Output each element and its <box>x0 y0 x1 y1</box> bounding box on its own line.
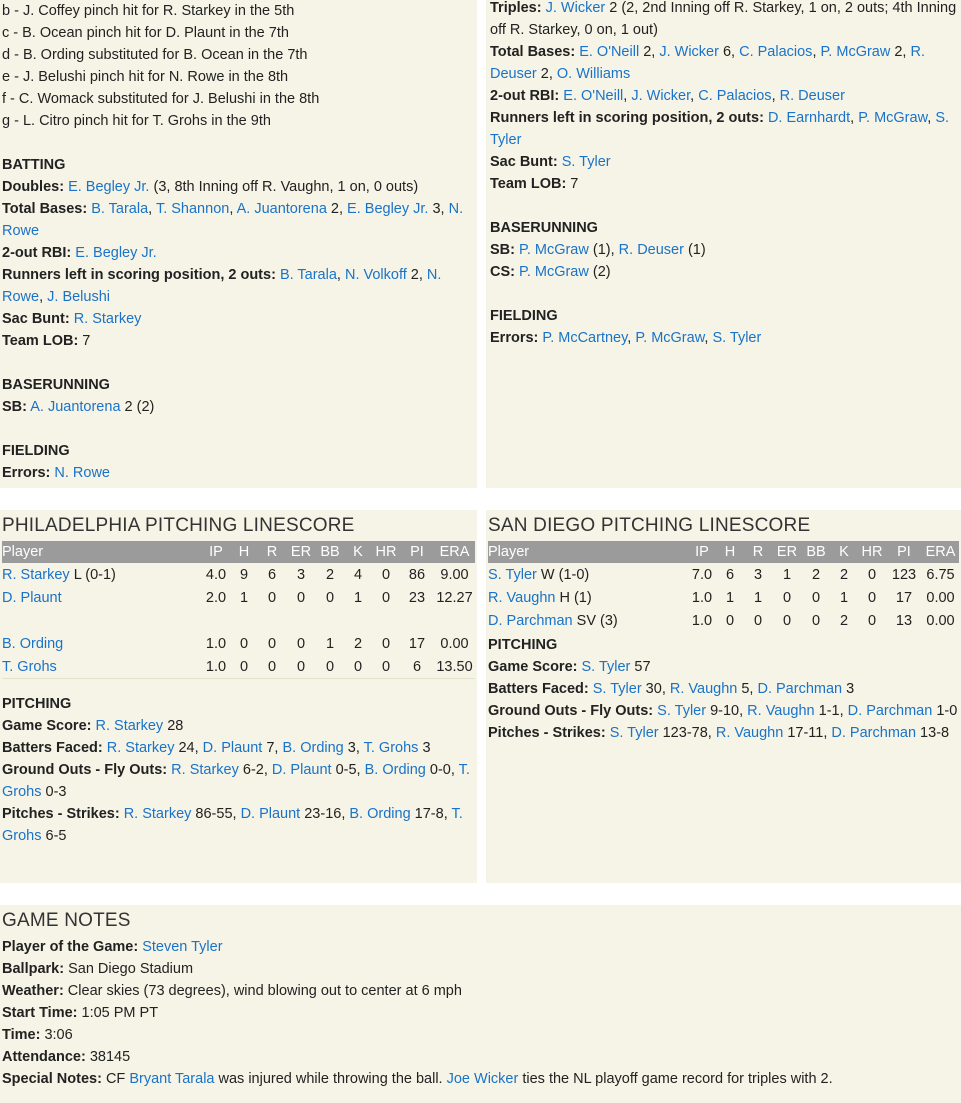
player-link[interactable]: N. Rowe <box>2 267 442 305</box>
table-header-row <box>488 541 959 563</box>
time-line: Time: 3:06 <box>2 1027 73 1043</box>
san-diego-pitching-linescore <box>486 510 961 883</box>
pitcher-link[interactable]: R. Starkey <box>2 566 70 583</box>
table-row: B. Ording 1.0 0 0 0 1 2 0 17 0.00 <box>2 635 469 652</box>
sac-bunt-line: Sac Bunt: S. Tyler <box>490 154 611 170</box>
table-row: D. Plaunt 2.0 1 0 0 0 1 0 23 12.27 <box>2 589 473 606</box>
player-link[interactable]: E. Begley Jr. <box>75 245 157 261</box>
sub-note: c - B. Ocean pinch hit for D. Plaunt in the 7th <box>2 25 289 41</box>
col-header: R <box>744 541 772 563</box>
start-time-line: Start Time: 1:05 PM PT <box>2 1005 159 1021</box>
sb-line: SB: A. Juantorena 2 (2) <box>2 399 155 415</box>
pitching-heading: PITCHING <box>488 637 558 653</box>
sub-note: d - B. Ording substituted for B. Ocean in the 7th <box>2 47 308 63</box>
player-link[interactable]: C. Palacios <box>739 44 813 60</box>
player-link[interactable]: T. Grohs <box>363 740 419 756</box>
player-link[interactable]: Steven Tyler <box>142 939 223 955</box>
team-lob-line: Team LOB: 7 <box>2 333 91 349</box>
col-header: H <box>230 541 258 563</box>
special-notes-line: Special Notes: CF Bryant Tarala was injured while throwing the ball. Joe Wicker ties the NL playoff game record for triples with 2. <box>2 1071 833 1087</box>
player-link[interactable]: Joe Wicker <box>446 1071 519 1087</box>
pitching-heading: PITCHING <box>2 696 72 712</box>
player-link[interactable]: O. Williams <box>556 66 631 82</box>
table-row: S. Tyler W (1-0) 7.0 6 3 1 2 2 0 123 6.75 <box>488 566 955 583</box>
section-title: PHILADELPHIA PITCHING LINESCORE <box>2 515 355 536</box>
player-link[interactable]: B. Ording <box>349 806 411 822</box>
batters-faced-line: Batters Faced: S. Tyler 30, R. Vaughn 5, D. Parchman 3 <box>488 681 855 697</box>
player-link[interactable]: R. Vaughn <box>715 725 784 741</box>
player-link[interactable]: P. McGraw <box>519 242 589 258</box>
game-score-line: Game Score: R. Starkey 28 <box>2 718 184 734</box>
pitches-strikes-line: Pitches - Strikes: S. Tyler 123-78, R. Vaughn 17-11, D. Parchman 13-8 <box>488 725 950 741</box>
san-diego-box-notes <box>486 0 961 488</box>
player-link[interactable]: P. McGraw <box>635 330 705 346</box>
player-link[interactable]: B. Tarala <box>91 201 149 217</box>
col-header: PI <box>400 541 434 563</box>
total-bases-line: Total Bases: E. O'Neill 2, J. Wicker 6, C. Palacios, P. McGraw 2, R. Deuser 2, O. Williams <box>490 44 925 82</box>
player-link[interactable]: R. Starkey <box>123 806 192 822</box>
player-link[interactable]: R. Starkey <box>73 311 142 327</box>
game-score-line: Game Score: S. Tyler 57 <box>488 659 651 675</box>
col-header: HR <box>372 541 400 563</box>
player-link[interactable]: D. Parchman <box>831 725 917 741</box>
player-link[interactable]: R. Vaughn <box>669 681 738 697</box>
player-of-game-line: Player of the Game: Steven Tyler <box>2 939 223 955</box>
player-link[interactable]: T. Shannon <box>155 201 230 217</box>
pitching-table <box>2 541 475 679</box>
baserunning-heading: BASERUNNING <box>2 377 110 393</box>
table-row: T. Grohs 1.0 0 0 0 0 0 0 6 13.50 <box>2 655 475 679</box>
player-link[interactable]: S. Tyler <box>592 681 642 697</box>
player-link[interactable]: A. Juantorena <box>236 201 327 217</box>
player-link[interactable]: D. Parchman <box>847 703 933 719</box>
col-header: HR <box>858 541 886 563</box>
player-link[interactable]: N. Volkoff <box>344 267 407 283</box>
pitcher-link[interactable]: S. Tyler <box>488 566 537 583</box>
col-header: BB <box>802 541 830 563</box>
section-title: SAN DIEGO PITCHING LINESCORE <box>488 515 811 536</box>
sac-bunt-line: Sac Bunt: R. Starkey <box>2 311 142 327</box>
sub-note: b - J. Coffey pinch hit for R. Starkey in the 5th <box>2 3 295 19</box>
col-header: Player <box>2 541 202 563</box>
batting-heading: BATTING <box>2 157 66 173</box>
player-link[interactable]: R. Deuser <box>618 242 684 258</box>
risp-line: Runners left in scoring position, 2 outs: D. Earnhardt, P. McGraw, S. Tyler <box>490 110 950 148</box>
col-header: ER <box>772 541 802 563</box>
player-link[interactable]: S. Tyler <box>712 330 762 346</box>
col-header: K <box>344 541 372 563</box>
table-row: R. Starkey L (0-1) 4.0 9 6 3 2 4 0 86 9.00 <box>2 566 469 583</box>
ground-fly-outs-line: Ground Outs - Fly Outs: R. Starkey 6-2, D. Plaunt 0-5, B. Ording 0-0, T. Grohs 0-3 <box>2 762 470 800</box>
player-link[interactable]: D. Plaunt <box>202 740 263 756</box>
table-spacer-row <box>2 609 475 632</box>
player-link[interactable]: S. Tyler <box>657 703 707 719</box>
fielding-heading: FIELDING <box>490 308 558 324</box>
player-link[interactable]: T. Grohs <box>2 762 470 800</box>
baserunning-heading: BASERUNNING <box>490 220 598 236</box>
player-link[interactable]: B. Tarala <box>279 267 337 283</box>
player-link[interactable]: R. Deuser <box>490 44 925 82</box>
player-link[interactable]: E. O'Neill <box>579 44 640 60</box>
player-link[interactable]: P. McCartney <box>542 330 628 346</box>
player-link[interactable]: S. Tyler <box>581 659 631 675</box>
player-link[interactable]: T. Grohs <box>2 806 463 844</box>
two-out-rbi-line: 2-out RBI: E. Begley Jr. <box>2 245 157 261</box>
player-link[interactable]: R. Starkey <box>106 740 175 756</box>
col-header: H <box>716 541 744 563</box>
col-header: R <box>258 541 286 563</box>
triples-line: Triples: J. Wicker 2 (2, 2nd Inning off R. Starkey, 1 on, 2 outs; 4th Inning off R. Starkey, 0 on, 1 out) <box>490 0 957 38</box>
col-header: ERA <box>922 541 959 563</box>
col-header: ERA <box>434 541 475 563</box>
cs-line: CS: P. McGraw (2) <box>490 264 611 280</box>
table-row: D. Parchman SV (3) 1.0 0 0 0 0 2 0 13 0.00 <box>488 612 955 629</box>
pitches-strikes-line: Pitches - Strikes: R. Starkey 86-55, D. Plaunt 23-16, B. Ording 17-8, T. Grohs 6-5 <box>2 806 463 844</box>
section-title: GAME NOTES <box>2 910 131 931</box>
doubles-line: Doubles: E. Begley Jr. (3, 8th Inning off R. Vaughn, 1 on, 0 outs) <box>2 179 419 195</box>
table-row: R. Vaughn H (1) 1.0 1 1 0 0 1 0 17 0.00 <box>488 589 955 606</box>
player-link[interactable]: D. Plaunt <box>271 762 332 778</box>
player-link[interactable]: B. Ording <box>282 740 344 756</box>
pitcher-link[interactable]: T. Grohs <box>2 658 57 675</box>
pitcher-link[interactable]: B. Ording <box>2 635 64 652</box>
col-header: IP <box>202 541 230 563</box>
player-link[interactable]: D. Plaunt <box>240 806 301 822</box>
col-header: BB <box>316 541 344 563</box>
errors-line: Errors: P. McCartney, P. McGraw, S. Tyler <box>490 330 762 346</box>
player-link[interactable]: C. Palacios <box>698 88 772 104</box>
player-link[interactable]: A. Juantorena <box>30 399 121 415</box>
ground-fly-outs-line: Ground Outs - Fly Outs: S. Tyler 9-10, R. Vaughn 1-1, D. Parchman 1-0 <box>488 703 958 719</box>
col-header: PI <box>886 541 922 563</box>
player-link[interactable]: P. McGraw <box>519 264 589 280</box>
player-link[interactable]: R. Starkey <box>171 762 239 778</box>
player-link[interactable]: E. Begley Jr. <box>68 179 150 195</box>
sb-line: SB: P. McGraw (1), R. Deuser (1) <box>490 242 706 258</box>
player-link[interactable]: J. Belushi <box>47 289 111 305</box>
philadelphia-pitching-linescore <box>0 510 477 883</box>
col-header: K <box>830 541 858 563</box>
player-link[interactable]: S. Tyler <box>561 154 611 170</box>
total-bases-line: Total Bases: B. Tarala, T. Shannon, A. Juantorena 2, E. Begley Jr. 3, N. Rowe <box>2 201 464 239</box>
player-link[interactable]: P. McGraw <box>858 110 928 126</box>
errors-line: Errors: N. Rowe <box>2 465 110 481</box>
player-link[interactable]: B. Ording <box>364 762 426 778</box>
player-link[interactable]: R. Deuser <box>779 88 845 104</box>
player-link[interactable]: S. Tyler <box>490 110 950 148</box>
pitching-table <box>488 541 959 632</box>
two-out-rbi-line: 2-out RBI: E. O'Neill, J. Wicker, C. Palacios, R. Deuser <box>490 88 845 104</box>
player-link[interactable]: N. Rowe <box>2 201 464 239</box>
sub-note: f - C. Womack substituted for J. Belushi in the 8th <box>2 91 320 107</box>
game-notes <box>0 905 961 1103</box>
player-link[interactable]: R. Starkey <box>95 718 164 734</box>
pitcher-link[interactable]: R. Vaughn <box>488 589 556 606</box>
player-link[interactable]: S. Tyler <box>609 725 659 741</box>
fielding-heading: FIELDING <box>2 443 70 459</box>
pitcher-link[interactable]: D. Parchman <box>488 612 573 629</box>
table-header-row <box>2 541 475 563</box>
sub-note: e - J. Belushi pinch hit for N. Rowe in the 8th <box>2 69 289 85</box>
player-link[interactable]: R. Vaughn <box>747 703 815 719</box>
player-link[interactable]: J. Wicker <box>659 44 719 60</box>
col-header: Player <box>488 541 688 563</box>
player-link[interactable]: P. McGraw <box>820 44 891 60</box>
attendance-line: Attendance: 38145 <box>2 1049 131 1065</box>
player-link[interactable]: D. Earnhardt <box>767 110 851 126</box>
philadelphia-box-notes <box>0 0 477 488</box>
player-link[interactable]: D. Parchman <box>757 681 843 697</box>
sub-note: g - L. Citro pinch hit for T. Grohs in the 9th <box>2 113 271 129</box>
ballpark-line: Ballpark: San Diego Stadium <box>2 961 194 977</box>
weather-line: Weather: Clear skies (73 degrees), wind blowing out to center at 6 mph <box>2 983 462 999</box>
risp-line: Runners left in scoring position, 2 outs: B. Tarala, N. Volkoff 2, N. Rowe, J. Belushi <box>2 267 442 305</box>
player-link[interactable]: Bryant Tarala <box>129 1071 215 1087</box>
col-header: ER <box>286 541 316 563</box>
batters-faced-line: Batters Faced: R. Starkey 24, D. Plaunt 7, B. Ording 3, T. Grohs 3 <box>2 740 431 756</box>
player-link[interactable]: J. Wicker <box>631 88 691 104</box>
team-lob-line: Team LOB: 7 <box>490 176 579 192</box>
pitcher-link[interactable]: D. Plaunt <box>2 589 62 606</box>
player-link[interactable]: J. Wicker <box>545 0 606 16</box>
player-link[interactable]: E. O'Neill <box>563 88 624 104</box>
player-link[interactable]: E. Begley Jr. <box>347 201 429 217</box>
player-link[interactable]: N. Rowe <box>54 465 110 481</box>
col-header: IP <box>688 541 716 563</box>
